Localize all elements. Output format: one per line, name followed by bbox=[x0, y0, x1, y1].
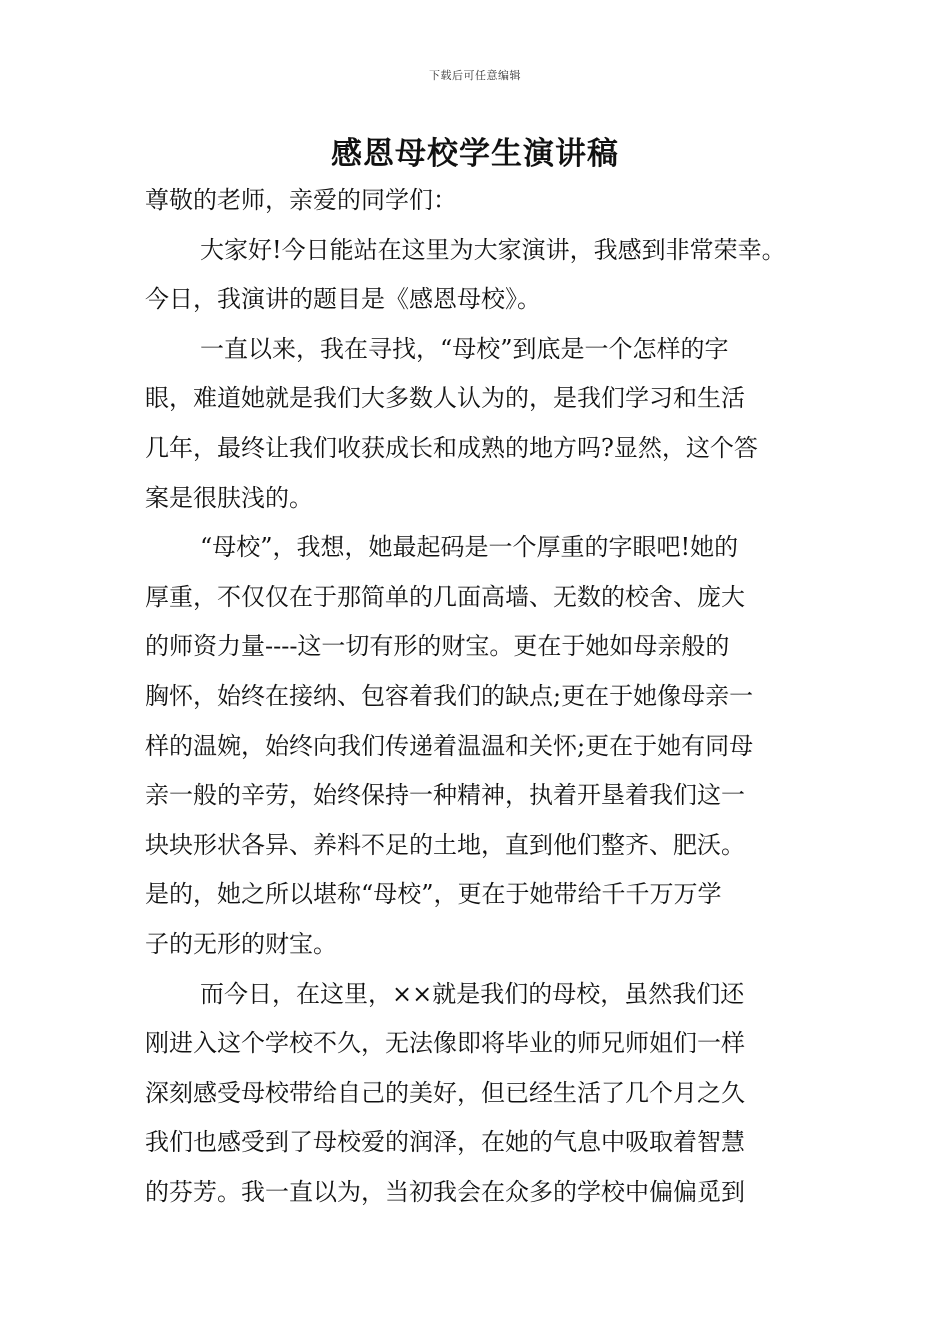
text-line: 尊敬的老师，亲爱的同学们： bbox=[145, 186, 457, 214]
text-line: 块块形状各异、养料不足的土地，直到他们整齐、肥沃。 bbox=[145, 830, 745, 859]
text-line: 的师资力量----这一切有形的财宝。更在于她如母亲般的 bbox=[145, 632, 730, 661]
text-line: 大家好!今日能站在这里为大家演讲，我感到非常荣幸。 bbox=[200, 235, 786, 264]
text-line: 眼，难道她就是我们大多数人认为的，是我们学习和生活 bbox=[145, 384, 745, 413]
text-line: 刚进入这个学校不久，无法像即将毕业的师兄师姐们一样 bbox=[145, 1029, 745, 1058]
speech-body bbox=[145, 176, 817, 1217]
text-line: 胸怀，始终在接纳、包容着我们的缺点;更在于她像母亲一 bbox=[145, 681, 754, 710]
page-title: 感恩母校学生演讲稿 bbox=[331, 136, 619, 172]
text-line: 厚重，不仅仅在于那简单的几面高墙、无数的校舍、庞大 bbox=[145, 582, 745, 611]
text-line: 样的温婉，始终向我们传递着温温和关怀;更在于她有同母 bbox=[145, 731, 754, 760]
text-line: 案是很肤浅的。 bbox=[145, 483, 313, 512]
text-line: 深刻感受母校带给自己的美好，但已经生活了几个月之久 bbox=[145, 1078, 745, 1107]
text-line: 的芬芳。我一直以为，当初我会在众多的学校中偏偏觅到 bbox=[145, 1177, 745, 1206]
text-line: 亲一般的辛劳，始终保持一种精神，执着开垦着我们这一 bbox=[145, 781, 745, 810]
text-line: 几年，最终让我们收获成长和成熟的地方吗?显然，这个答 bbox=[145, 433, 758, 462]
text-line: 一直以来，我在寻找，“母校”到底是一个怎样的字 bbox=[200, 334, 729, 363]
text-line: “母校”，我想，她最起码是一个厚重的字眼吧!她的 bbox=[200, 533, 739, 562]
text-line: 今日，我演讲的题目是《感恩母校》。 bbox=[145, 285, 541, 314]
text-line: 子的无形的财宝。 bbox=[145, 929, 337, 958]
text-line: 我们也感受到了母校爱的润泽，在她的气息中吸取着智慧 bbox=[145, 1128, 745, 1157]
text-line: 而今日，在这里，××就是我们的母校，虽然我们还 bbox=[200, 979, 745, 1008]
header-note: 下载后可任意编辑 bbox=[429, 69, 521, 82]
text-line: 是的，她之所以堪称“母校”，更在于她带给千千万万学 bbox=[145, 880, 722, 909]
